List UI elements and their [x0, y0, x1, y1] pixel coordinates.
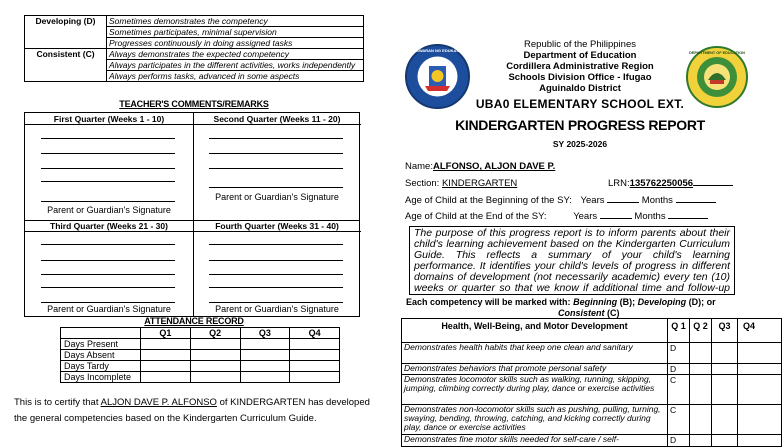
attendance-cell[interactable]: [190, 372, 240, 383]
comment-line[interactable]: [41, 244, 175, 245]
section-label: Section:: [405, 178, 440, 189]
certify-middle: of KINDERGARTEN has developed: [219, 397, 370, 408]
marking-developing: Developing: [637, 297, 687, 307]
section-row: [405, 178, 517, 189]
months-label: Months: [641, 195, 673, 206]
attendance-row-label: Days Present: [61, 339, 141, 350]
attendance-cell[interactable]: [240, 339, 290, 350]
comment-line[interactable]: [209, 287, 343, 288]
signature-label: Parent or Guardian's Signature: [47, 304, 171, 314]
domain-col: Q 2: [690, 319, 712, 343]
legend-description: Sometimes participates, minimal supervision: [107, 27, 364, 38]
signature-label: Parent or Guardian's Signature: [215, 304, 339, 314]
legend-description: Always performs tasks, advanced in some aspects: [107, 71, 364, 82]
certify-name: ALJON DAVE P. ALFONSO: [100, 397, 217, 408]
comment-box-q1: [25, 113, 193, 220]
age-end-years[interactable]: [600, 218, 632, 219]
domain-title: Health, Well-Being, and Motor Development: [402, 319, 668, 343]
age-end-row: [405, 211, 708, 222]
comment-box-q2: [193, 113, 361, 220]
competency-text: Demonstrates locomotor skills such as walking, running, skipping, jumping, climbing correctly during play, dance or exercise activities: [402, 375, 668, 405]
rating-q3[interactable]: [712, 343, 738, 364]
years-label: Years: [573, 211, 598, 222]
comment-line[interactable]: [41, 181, 175, 182]
attendance-cell[interactable]: [190, 361, 240, 372]
comment-line[interactable]: [209, 153, 343, 154]
rating-q2[interactable]: [690, 364, 712, 375]
comment-line[interactable]: [209, 260, 343, 261]
legend-description: Progresses continuously in doing assigned tasks: [107, 38, 364, 49]
rating-q1[interactable]: C: [668, 405, 690, 435]
quarter-heading: Third Quarter (Weeks 21 - 30): [25, 220, 193, 232]
seal-text: DEPARTMENT OF EDUCATION: [689, 51, 745, 55]
table-row: [402, 405, 782, 435]
report-header: [470, 39, 690, 94]
attendance-col: Q2: [190, 328, 240, 339]
attendance-col: Q3: [240, 328, 290, 339]
certify-line2: the general competencies based on the Kindergarten Curriculum Guide.: [14, 413, 317, 424]
rating-q4[interactable]: [738, 405, 782, 435]
signature-line[interactable]: [209, 302, 343, 303]
age-begin-row: [405, 195, 716, 206]
comment-line[interactable]: [209, 244, 343, 245]
age-begin-years[interactable]: [607, 202, 639, 203]
legend-description: Always participates in the different activities, works independently: [107, 60, 364, 71]
comment-box-q4: [193, 220, 361, 316]
attendance-cell[interactable]: [290, 339, 340, 350]
attendance-cell[interactable]: [141, 372, 191, 383]
rating-q1[interactable]: D: [668, 343, 690, 364]
certify-prefix: This is to certify that: [14, 397, 99, 408]
lrn-row: [608, 178, 733, 189]
attendance-cell[interactable]: [290, 350, 340, 361]
attendance-col: Q4: [290, 328, 340, 339]
comments-heading: TEACHER'S COMMENTS/REMARKS: [119, 99, 269, 109]
table-row: [402, 364, 782, 375]
attendance-cell[interactable]: [240, 372, 290, 383]
legend-table: [24, 15, 364, 82]
rating-q1[interactable]: D: [668, 364, 690, 375]
rating-q2[interactable]: [690, 375, 712, 405]
rating-q4[interactable]: [738, 364, 782, 375]
domain-col: Q 1: [668, 319, 690, 343]
lrn-value[interactable]: 135762250056: [629, 178, 694, 189]
comment-line[interactable]: [209, 138, 343, 139]
age-end-label: Age of Child at the End of the SY:: [405, 211, 547, 222]
rating-q4[interactable]: [738, 343, 782, 364]
signature-line[interactable]: [41, 302, 175, 303]
header-line: Cordillera Administrative Region: [506, 61, 654, 72]
age-end-months[interactable]: [668, 218, 708, 219]
name-row: [405, 161, 555, 172]
comment-line[interactable]: [209, 168, 343, 169]
attendance-cell[interactable]: [240, 350, 290, 361]
attendance-row-label: Days Incomplete: [61, 372, 141, 383]
name-value[interactable]: ALFONSO, ALJON DAVE P.: [432, 161, 556, 172]
certification-text: [14, 395, 374, 427]
school-year: SY 2025-2026: [552, 139, 608, 149]
attendance-cell[interactable]: [240, 361, 290, 372]
rating-q4[interactable]: [738, 375, 782, 405]
legend-description: Always demonstrates the expected competency: [107, 49, 364, 60]
signature-line[interactable]: [209, 187, 343, 188]
rating-q2[interactable]: [690, 405, 712, 435]
legend-level: Developing (D): [25, 16, 107, 49]
marking-prefix: Each competency will be marked with:: [406, 297, 571, 307]
rating-q3[interactable]: [712, 375, 738, 405]
comments-grid: [24, 112, 360, 317]
quarter-heading: Fourth Quarter (Weeks 31 - 40): [193, 220, 361, 232]
attendance-cell[interactable]: [290, 372, 340, 383]
months-label: Months: [634, 211, 666, 222]
comment-line[interactable]: [41, 138, 175, 139]
attendance-row-label: Days Tardy: [61, 361, 141, 372]
legend-level: Consistent (C): [25, 49, 107, 82]
table-row: [402, 343, 782, 364]
marking-consistent: Consistent: [558, 308, 605, 318]
quarter-heading: Second Quarter (Weeks 11 - 20): [193, 113, 361, 125]
attendance-table: [60, 327, 340, 383]
header-line: Republic of the Philippines: [524, 39, 636, 50]
attendance-cell[interactable]: [141, 350, 191, 361]
comment-line[interactable]: [41, 153, 175, 154]
age-begin-months[interactable]: [676, 202, 716, 203]
purpose-box: The purpose of this progress report is to inform parents about their child's learning achievement based on the Kindergarten Curriculum Guide. This reflects a summary of your child's learning performance. It identifies your child's levels of progress in different domains of development (not necessarily academic) every ten (10) weeks or quarter so that we know if additional time and follow-up: [409, 226, 735, 295]
comment-line[interactable]: [41, 260, 175, 261]
attendance-cell[interactable]: [290, 361, 340, 372]
header-line: Schools Division Office - Ifugao: [508, 72, 652, 83]
report-title: KINDERGARTEN PROGRESS REPORT: [455, 117, 705, 133]
years-label: Years: [580, 195, 605, 206]
domain-col: Q3: [712, 319, 738, 343]
marking-d-code: (D); or: [688, 297, 716, 307]
competency-text: Demonstrates non-locomotor skills such as pushing, pulling, turning, swaying, bending, throwing, catching, and kicking correctly during play, dance or exercise activities: [402, 405, 668, 435]
table-row: [402, 375, 782, 405]
marking-c-code: (C): [607, 308, 620, 318]
competency-text: Demonstrates behaviors that promote personal safety: [402, 364, 668, 375]
lrn-label: LRN:: [608, 178, 630, 189]
header-line: Aguinaldo District: [539, 83, 621, 94]
name-label: Name:: [405, 161, 433, 172]
attendance-heading: ATTENDANCE RECORD: [144, 316, 244, 326]
age-begin-label: Age of Child at the Beginning of the SY:: [405, 195, 572, 206]
legend-description: Sometimes demonstrates the competency: [107, 16, 364, 27]
signature-label: Parent or Guardian's Signature: [215, 192, 339, 202]
attendance-cell[interactable]: [190, 339, 240, 350]
signature-line[interactable]: [41, 201, 175, 202]
marking-b-code: (B);: [619, 297, 636, 307]
comment-line[interactable]: [41, 168, 175, 169]
rating-q3[interactable]: [712, 364, 738, 375]
comment-line[interactable]: [209, 274, 343, 275]
domain-table: [401, 318, 782, 447]
comment-line[interactable]: [41, 287, 175, 288]
domain-col: Q4: [738, 319, 782, 343]
header-line: Department of Education: [523, 50, 637, 61]
attendance-col: Q1: [141, 328, 191, 339]
seal-text: KAGAWARAN NG EDUKASYON: [407, 48, 468, 53]
quarter-heading: First Quarter (Weeks 1 - 10): [25, 113, 193, 125]
school-name: UBA0 ELEMENTARY SCHOOL EXT.: [475, 97, 685, 111]
attendance-cell[interactable]: [141, 339, 191, 350]
marking-beginning: Beginning: [573, 297, 618, 307]
rating-q2[interactable]: [690, 343, 712, 364]
attendance-row-label: Days Absent: [61, 350, 141, 361]
lrn-blank[interactable]: [693, 185, 733, 186]
comment-box-q3: [25, 220, 193, 316]
attendance-cell[interactable]: [141, 361, 191, 372]
rating-q1[interactable]: C: [668, 375, 690, 405]
rating-q3[interactable]: [712, 405, 738, 435]
competency-text: Demonstrates health habits that keep one clean and sanitary: [402, 343, 668, 364]
comment-line[interactable]: [41, 274, 175, 275]
attendance-cell[interactable]: [190, 350, 240, 361]
marking-guide: [406, 297, 741, 319]
section-value[interactable]: KINDERGARTEN: [441, 178, 518, 189]
rating-q1[interactable]: D: [668, 435, 690, 447]
competency-text: Demonstrates fine motor skills needed for self-care / self-: [402, 435, 668, 447]
signature-label: Parent or Guardian's Signature: [47, 205, 171, 215]
